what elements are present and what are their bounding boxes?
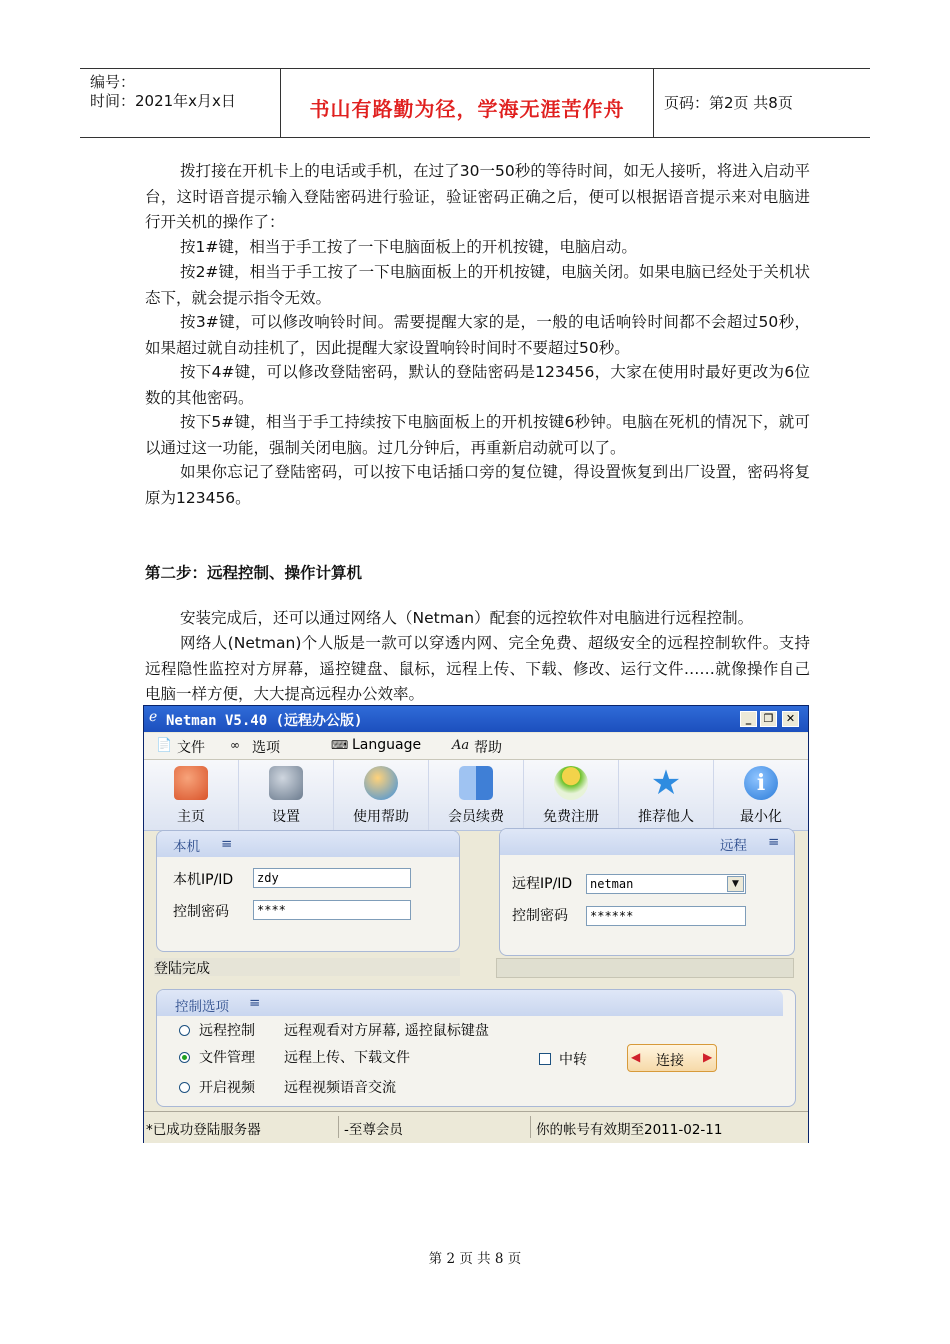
member-status: -至尊会员	[344, 1122, 403, 1138]
connect-button[interactable]	[627, 1044, 717, 1072]
settings-icon	[269, 766, 303, 800]
netman-window	[143, 705, 809, 1143]
menu-bar	[144, 733, 808, 760]
option-label: 开启视频	[199, 1080, 255, 1096]
menu-help[interactable]: 帮助	[474, 740, 502, 756]
option-desc: 远程视频语音交流	[284, 1080, 396, 1096]
toolbar-register-button[interactable]	[524, 760, 619, 830]
local-panel	[156, 830, 460, 952]
grip-icon: ≡	[768, 834, 780, 850]
paragraph: 网络人(Netman)个人版是一款可以穿透内网、完全免费、超级安全的远程控制软件。支持远程隐性监控对方屏幕，遥控键盘、鼠标，远程上传、下载、修改、运行文件……就像操作自己电脑一样方便，大大提高远程办公效率。	[145, 634, 810, 703]
paragraph: 按下4#键，可以修改登陆密码，默认的登陆密码是123456，大家在使用时最好更改为6位数的其他密码。	[145, 363, 810, 407]
toolbar-label: 会员续费	[448, 809, 504, 825]
toolbar-label: 使用帮助	[353, 809, 409, 825]
options-panel-title: 控制选项	[175, 999, 229, 1015]
restore-button[interactable]: ❐	[760, 711, 777, 727]
star-icon: ★	[650, 763, 682, 803]
remote-password-field[interactable]: ******	[586, 906, 746, 926]
toolbar-label: 主页	[177, 809, 205, 825]
dropdown-arrow-icon[interactable]: ▼	[727, 876, 744, 892]
menu-file[interactable]: 文件	[177, 740, 205, 756]
close-button[interactable]: ✕	[782, 711, 799, 727]
toolbar-recommend-button[interactable]	[619, 760, 714, 830]
option-desc: 远程观看对方屏幕, 遥控鼠标键盘	[284, 1023, 489, 1039]
control-options-panel	[156, 989, 796, 1107]
section-heading: 第二步：远程控制、操作计算机	[145, 564, 363, 582]
status-bar	[144, 1111, 808, 1143]
progress-bar	[496, 958, 794, 978]
arrow-left-icon: ◀	[631, 1050, 641, 1064]
toolbar-settings-button[interactable]	[239, 760, 334, 830]
header-motto-cell	[281, 69, 654, 137]
toolbar-label: 免费注册	[543, 809, 599, 825]
remote-ip-select[interactable]: netman	[586, 874, 746, 894]
login-status: 登陆完成	[154, 961, 210, 977]
title-bar	[144, 706, 808, 732]
expiry-status: 你的帐号有效期至2011-02-11	[536, 1122, 723, 1138]
toolbar	[144, 760, 808, 831]
arrow-right-icon: ▶	[703, 1050, 713, 1064]
app-icon: ℯ	[149, 709, 158, 725]
local-ip-label: 本机IP/ID	[173, 872, 234, 888]
paragraph: 按3#键，可以修改响铃时间。需要提醒大家的是，一般的电话响铃时间都不会超过50秒，如果超过就自动挂机了，因此提醒大家设置响铃时间时不要超过50秒。	[145, 313, 810, 357]
menu-options[interactable]: 选项	[252, 740, 280, 756]
toolbar-label: 设置	[272, 809, 300, 825]
local-panel-title: 本机	[173, 839, 200, 855]
toolbar-label: 最小化	[740, 809, 782, 825]
motto: 书山有路勤为径，学海无涯苦作舟	[309, 97, 625, 121]
option-desc: 远程上传、下载文件	[284, 1050, 410, 1066]
document-header	[80, 68, 870, 138]
window-title: Netman V5.40 (远程办公版)	[166, 713, 363, 729]
info-icon: i	[744, 766, 778, 800]
paragraph: 按下5#键，相当于手工持续按下电脑面板上的开机按键6秒钟。电脑在死机的情况下，就可以通过这一功能，强制关闭电脑。过几分钟后，再重新启动就可以了。	[145, 413, 810, 457]
runner-icon	[554, 766, 588, 800]
local-password-label: 控制密码	[173, 904, 229, 920]
option-label: 文件管理	[199, 1050, 255, 1066]
paragraph: 安装完成后，还可以通过网络人（Netman）配套的远控软件对电脑进行远程控制。	[180, 609, 754, 627]
login-status-box	[154, 958, 460, 976]
radio-video[interactable]	[179, 1082, 190, 1093]
toolbar-home-button[interactable]	[144, 760, 239, 830]
paragraph: 如果你忘记了登陆密码，可以按下电话插口旁的复位键，得设置恢复到出厂设置，密码将复原为123456。	[145, 463, 810, 507]
option-label: 远程控制	[199, 1023, 255, 1039]
toolbar-label: 推荐他人	[638, 809, 694, 825]
relay-label: 中转	[559, 1052, 587, 1068]
header-meta-cell	[80, 69, 281, 137]
file-icon: 📄	[156, 738, 173, 753]
relay-checkbox[interactable]	[539, 1053, 551, 1065]
local-ip-field[interactable]: zdy	[253, 868, 411, 888]
divider	[530, 1116, 531, 1138]
options-icon: ∞	[230, 738, 240, 752]
toolbar-renew-button[interactable]	[429, 760, 524, 830]
connect-label: 连接	[656, 1053, 684, 1069]
number-label: 编号：	[90, 73, 136, 91]
help-menu-icon: Aa	[452, 738, 470, 753]
header-page-cell	[654, 69, 870, 137]
paragraph: 拨打接在开机卡上的电话或手机，在过了30一50秒的等待时间，如无人接听，将进入启动平台，这时语音提示输入登陆密码进行验证，验证密码正确之后，便可以根据语音提示来对电脑进行开关机的操作了：	[145, 162, 810, 231]
radio-remote-control[interactable]	[179, 1025, 190, 1036]
minimize-button[interactable]: _	[740, 711, 757, 727]
date-label: 时间：2021年x月x日	[90, 92, 236, 110]
local-password-field[interactable]: ****	[253, 900, 411, 920]
remote-panel	[499, 828, 795, 956]
home-icon	[174, 766, 208, 800]
remote-ip-label: 远程IP/ID	[512, 876, 573, 892]
menu-language[interactable]: Language	[352, 737, 422, 753]
help-chat-icon	[364, 766, 398, 800]
page-footer: 第 2 页 共 8 页	[428, 1251, 522, 1267]
divider	[338, 1116, 339, 1138]
paragraph: 按2#键，相当于手工按了一下电脑面板上的开机按键，电脑关闭。如果电脑已经处于关机状态下，就会提示指令无效。	[145, 263, 810, 307]
language-icon: ⌨	[331, 738, 349, 752]
toolbar-minimize-button[interactable]	[714, 760, 808, 830]
remote-password-label: 控制密码	[512, 908, 568, 924]
remote-panel-title: 远程	[720, 838, 747, 854]
grip-icon: ≡	[249, 995, 261, 1011]
remote-panel-header	[500, 829, 794, 855]
toolbar-help-button[interactable]	[334, 760, 429, 830]
radio-file-manage[interactable]	[179, 1052, 190, 1063]
page-label: 页码：第2页 共8页	[664, 94, 793, 112]
paragraph: 按1#键，相当于手工按了一下电脑面板上的开机按键，电脑启动。	[180, 238, 637, 256]
local-panel-header	[157, 831, 459, 857]
finder-icon	[459, 766, 493, 800]
grip-icon: ≡	[221, 836, 233, 852]
server-status: *已成功登陆服务器	[146, 1122, 261, 1138]
